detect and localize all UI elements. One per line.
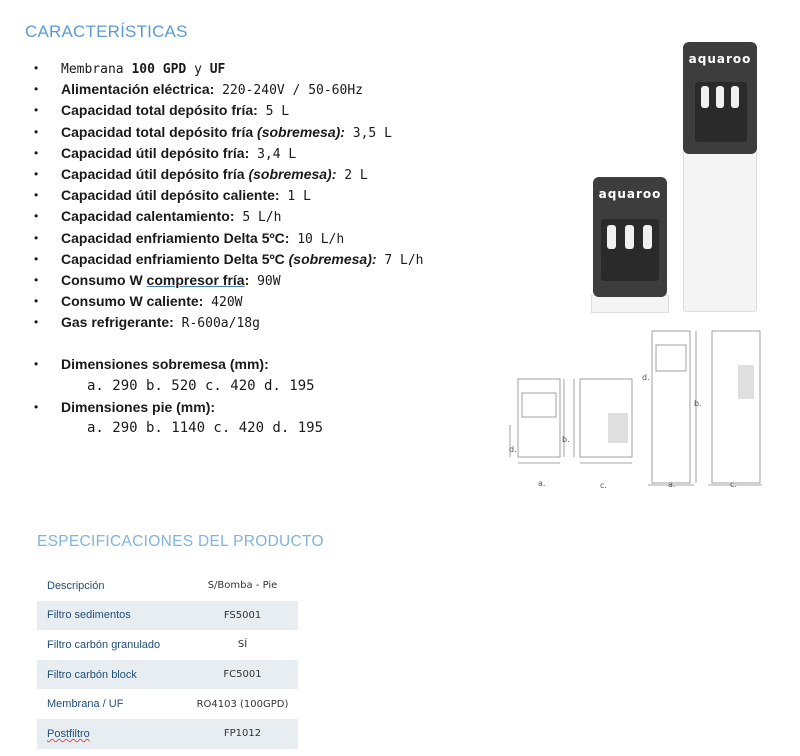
features-list — [34, 58, 504, 439]
table-row: Filtro sedimentos FS5001 — [37, 601, 298, 631]
dimensions-values: a. 290 b. 1140 c. 420 d. 195 — [87, 420, 324, 436]
list-item: • Capacidad enfriamiento Delta 5ºC: 10 L/h — [34, 229, 345, 247]
table-row: Filtro carbón block FC5001 — [37, 660, 298, 690]
dim-label-b: b. — [562, 435, 570, 444]
list-item-dimensions-pie: • Dimensiones pie (mm): — [34, 398, 216, 415]
dim-label-a: a. — [668, 480, 676, 489]
section-title-especificaciones: ESPECIFICACIONES DEL PRODUCTO — [37, 533, 324, 550]
section-title-caracteristicas: CARACTERÍSTICAS — [25, 22, 188, 41]
list-item: • Capacidad útil depósito fría (sobremesa): 2 L — [34, 165, 368, 183]
brand-logo: aquaroo — [598, 187, 662, 201]
list-item: • Alimentación eléctrica: 220-240V / 50-60Hz — [34, 81, 363, 99]
dim-label-d: d. — [509, 445, 517, 454]
list-item: • Capacidad enfriamiento Delta 5ºC (sobremesa): 7 L/h — [34, 250, 424, 268]
list-item-dimensions-sobremesa: • Dimensiones sobremesa (mm): — [34, 356, 269, 373]
table-row: Membrana / UF RO4103 (100GPD) — [47, 698, 289, 711]
list-item: • Capacidad útil depósito fría: 3,4 L — [34, 144, 297, 162]
table-row: Descripción S/Bomba - Pie — [47, 579, 278, 592]
dim-label-c: c. — [600, 481, 607, 490]
list-item: • Capacidad total depósito fría (sobremesa): 3,5 L — [34, 123, 392, 141]
dim-label-c: c. — [730, 480, 737, 489]
list-item: • Membrana 100 GPD y UF — [34, 61, 226, 77]
dimension-drawings — [500, 325, 770, 495]
list-item: • Capacidad total depósito fría: 5 L — [34, 102, 290, 120]
dim-label-b: b. — [694, 399, 702, 408]
table-row: Postfiltro FP1012 — [37, 719, 298, 749]
list-item: • Consumo W compresor fría: 90W — [34, 271, 281, 289]
dim-label-a: a. — [538, 479, 546, 488]
list-item: • Capacidad calentamiento: 5 L/h — [34, 208, 282, 226]
brand-logo: aquaroo — [688, 52, 752, 66]
list-item: • Gas refrigerante: R-600a/18g — [34, 314, 260, 332]
dimensions-values: a. 290 b. 520 c. 420 d. 195 — [87, 377, 315, 394]
product-image-countertop-unit — [591, 177, 669, 313]
table-row: Filtro carbón granulado SÍ — [47, 638, 248, 651]
dim-label-d: d. — [642, 373, 650, 382]
list-item: • Capacidad útil depósito caliente: 1 L — [34, 187, 311, 205]
list-item: • Consumo W caliente: 420W — [34, 293, 243, 311]
product-image-floor-unit — [683, 42, 757, 312]
spec-table — [37, 571, 298, 749]
